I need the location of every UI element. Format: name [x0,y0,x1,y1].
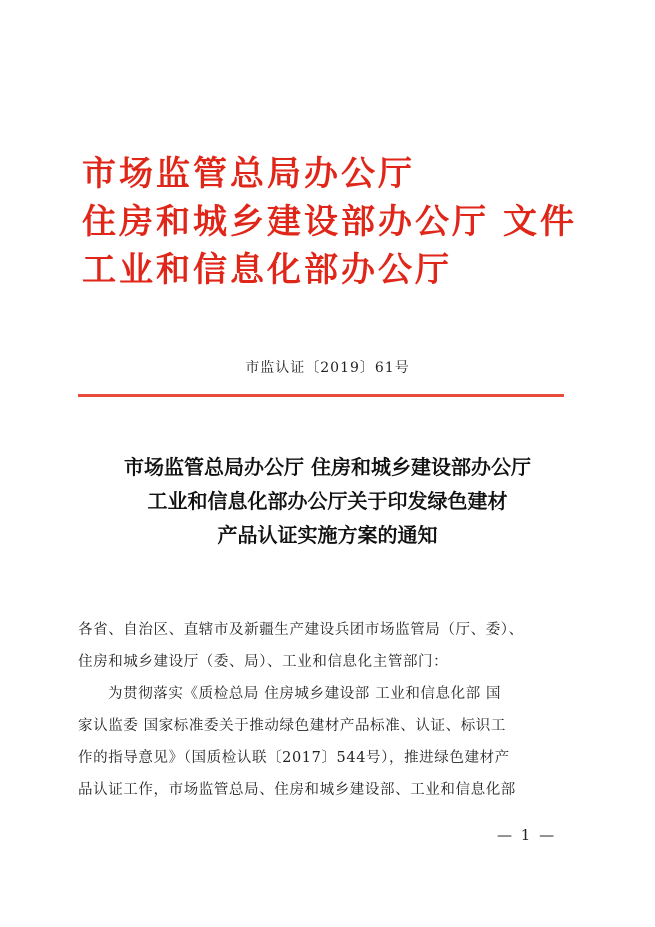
body-line: 住房和城乡建设厅（委、局）、工业和信息化主管部门： [78,654,449,670]
page-number: — 1 — [497,826,557,844]
body-line: 品认证工作，市场监管总局、住房和城乡建设部、工业和信息化部 [78,782,516,798]
document-suffix: 文件 [503,202,577,242]
body-line: 为贯彻落实《质检总局 住房城乡建设部 工业和信息化部 国 [108,686,502,702]
document-number: 市监认证〔2019〕61号 [245,360,410,376]
issuer-name: 市场监管总局办公厅 [82,154,415,194]
document-body [78,614,578,806]
body-line: 家认监委 国家标准委关于推动绿色建材产品标准、认证、标识工 [78,718,507,734]
title-line: 工业和信息化部办公厅关于印发绿色建材 [147,489,508,513]
body-line: 各省、自治区、直辖市及新疆生产建设兵团市场监管局（厅、委）、 [78,622,524,638]
document-title [0,450,655,552]
issuer-line-2 [82,198,577,246]
title-line: 市场监管总局办公厅 住房和城乡建设部办公厅 [124,455,531,479]
title-line: 产品认证实施方案的通知 [217,523,438,547]
issuer-line-3 [82,246,577,294]
issuer-name: 工业和信息化部办公厅 [82,250,452,290]
issuer-name: 住房和城乡建设部办公厅 [82,202,489,242]
body-line: 作的指导意见》（国质检认联〔2017〕544号），推进绿色建材产 [78,750,510,766]
issuer-line-1 [82,150,577,198]
issuer-header [82,150,577,294]
red-divider [78,394,564,397]
